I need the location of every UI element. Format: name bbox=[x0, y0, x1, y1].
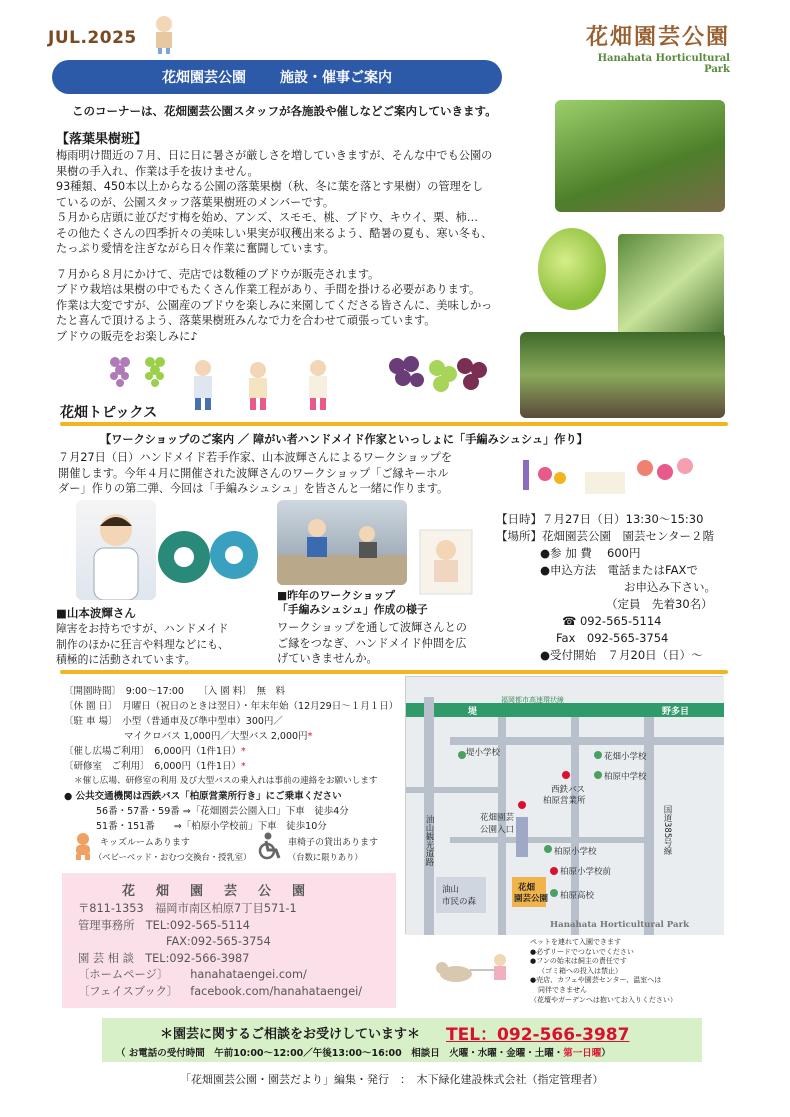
dog-walking-illustration bbox=[430, 950, 522, 988]
worker-illustration-1 bbox=[185, 358, 221, 412]
paragraph-line: ブドウの販売をお楽しみに♪ bbox=[56, 329, 198, 343]
paragraph-line: 障害をお持ちですが、ハンドメイド bbox=[56, 622, 229, 635]
paragraph-line: 積極的に活動されています。 bbox=[56, 653, 196, 666]
workshop-date: 【日時】７月27日（日）13:30〜15:30 bbox=[496, 512, 704, 526]
paragraph-line: ているのが、公園スタッフ落葉果樹班のメンバーです。 bbox=[56, 195, 335, 209]
consult-bar bbox=[102, 1018, 702, 1062]
workshop-start: ●受付開始 ７月20日（日）〜 bbox=[540, 648, 703, 662]
park-logo bbox=[570, 20, 730, 75]
facebook-link[interactable]: facebook.com/hanahataengei/ bbox=[190, 984, 363, 998]
contact-fax: FAX:092-565-3754 bbox=[166, 935, 271, 948]
divider bbox=[60, 670, 728, 674]
contact-office: 管理事務所 TEL:092-565-5114 bbox=[78, 918, 250, 932]
map-forest-2: 市民の森 bbox=[442, 897, 477, 907]
bus-route-1: 56番・57番・59番 ⇒「花畑園芸公園入口」下車 徒歩4分 bbox=[96, 806, 349, 817]
paragraph-line: 果樹の手入れ、作業は手を抜けません。 bbox=[56, 164, 259, 178]
vineyard-photo bbox=[555, 100, 725, 212]
section-banner bbox=[52, 60, 502, 94]
workshop-title: 【ワークショップのご案内 ／ 障がい者ハンドメイド作家といっしょに「手編みシュシュ」作り】 bbox=[100, 433, 588, 446]
facility-info bbox=[64, 684, 404, 834]
map-tsutsumi: 堤 bbox=[468, 707, 478, 717]
worker-illustration-3 bbox=[300, 358, 336, 412]
tel-number: 092-565-5114 bbox=[579, 614, 662, 628]
paragraph-line: ５月から店頭に並びだす梅を始め、アンズ、スモモ、桃、ブドウ、キウイ、栗、柿… bbox=[56, 211, 478, 224]
access-map bbox=[405, 676, 723, 934]
intro-text: このコーナーは、花畑園芸公園スタッフが各施設や催しなどご案内していきます。 bbox=[72, 104, 497, 118]
map-bus-stop: 西鉄バス bbox=[551, 785, 586, 795]
bus-info: ● 公共交通機関は西鉄バス「柏原営業所行き」にご乗車ください bbox=[64, 791, 342, 802]
wheelchair-info bbox=[288, 836, 378, 864]
homepage-label: 〔ホームページ〕 bbox=[78, 968, 169, 981]
parking-info: 〔駐 車 場〕 小型（普通車及び準中型車）300円／ bbox=[64, 716, 283, 727]
map-highway-label: 福岡都市高速環状線 bbox=[501, 696, 564, 704]
consult-text: ＊園芸に関するご相談をお受けしています＊ bbox=[160, 1027, 421, 1042]
grapes-photo bbox=[383, 352, 493, 400]
contact-park-name: 花 畑 園 芸 公 園 bbox=[122, 884, 310, 899]
map-kashiwara-es-front: 柏原小学校前 bbox=[560, 867, 612, 877]
contact-homepage bbox=[78, 967, 362, 984]
issue-date: JUL.2025 bbox=[48, 28, 137, 48]
person-name: ■山本波輝さん bbox=[56, 606, 136, 620]
logo-japanese: 花畑園芸公園 bbox=[585, 25, 730, 50]
wheelchair-icon bbox=[256, 832, 282, 860]
workshop-apply-2: お申込み下さい。 bbox=[624, 580, 716, 594]
pet-rule: ●必ずリードでつないでください bbox=[530, 947, 634, 956]
grape-cluster-photo bbox=[538, 228, 606, 310]
map-park: 花畑 bbox=[518, 883, 536, 893]
knitting-illustration bbox=[418, 528, 474, 596]
paragraph-line: ダー」作りの第二弾、今回は「手編みシュシュ」を皆さんと一緒に作ります。 bbox=[58, 482, 449, 495]
paragraph-line: 「手編みシュシュ」作成の様子 bbox=[277, 603, 428, 616]
paragraph-line: ワークショップを通して波輝さんとの bbox=[277, 621, 467, 634]
bus-route-2: 51番・151番 ⇒「柏原小学校前」下車 徒歩10分 bbox=[96, 821, 327, 832]
photo-caption bbox=[277, 589, 428, 617]
workshop-apply: ●申込方法 電話またはFAXで bbox=[540, 563, 698, 577]
paragraph-line: その他たくさんの四季折々の美味しい果実が収穫出来るよう、酷暑の夏も、寒い冬も、 bbox=[56, 226, 493, 240]
scrunchie-photo bbox=[150, 517, 265, 595]
map-route-left: 油山観光道路 bbox=[424, 815, 434, 866]
kids-room: キッズルームあります bbox=[100, 838, 190, 848]
note-mark: * bbox=[307, 731, 313, 742]
paragraph-line: 93種類、450本以上からなる公園の落葉果樹（秋、冬に葉を落とす果樹）の管理をし bbox=[56, 180, 484, 193]
room-fee bbox=[64, 759, 404, 774]
paragraph-line: ご縁をつなぎ、ハンドメイド仲間を広 bbox=[277, 636, 467, 650]
mascot-icon bbox=[150, 14, 178, 54]
paragraph-line: ７月から８月にかけて、売店では数種のブドウが販売されます。 bbox=[56, 267, 380, 281]
paragraph-line: ブドウ栽培は果樹の中でもたくさん作業工程があり、手間を掛ける必要があります。 bbox=[56, 283, 481, 296]
topics-heading: 花畑トピックス bbox=[60, 405, 158, 421]
map-forest: 油山 bbox=[442, 885, 460, 895]
consult-hours-text: （ お電話の受付時間 午前10:00〜12:00／午後13:00〜16:00 相談日 火曜・水曜・金曜・土曜・ bbox=[116, 1048, 564, 1059]
paragraph-line: 作業は大変ですが、公園産のブドウを楽しみに来園してくださる皆さんに、美味しかっ bbox=[56, 298, 493, 312]
map-kashiwara-js: 柏原中学校 bbox=[604, 772, 647, 782]
wheelchair-detail: （台数に限りあり） bbox=[288, 852, 363, 862]
footer-text: 「花畑園芸公園・園芸だより」編集・発行 ： 木下緑化建設株式会社（指定管理者） bbox=[180, 1073, 604, 1086]
workshop-fee: ●参 加 費 600円 bbox=[540, 546, 641, 560]
room-fee-text: 〔研修室 ご利用〕 6,000円（1件1日） bbox=[64, 761, 242, 772]
paragraph-line: げていきませんか。 bbox=[277, 652, 378, 665]
yamamoto-photo bbox=[76, 500, 156, 600]
contact-box bbox=[62, 873, 396, 1008]
worker-illustration-2 bbox=[240, 360, 276, 412]
closed-days: 〔休 園 日〕 月曜日（祝日のときは翌日）・年末年始（12月29日〜１月１日） bbox=[64, 701, 399, 712]
purple-grape-icon bbox=[105, 352, 135, 392]
photo-description bbox=[277, 620, 467, 667]
map-nojiri: 野多目 bbox=[662, 707, 690, 717]
pet-rules bbox=[530, 938, 677, 1005]
logo-english: Hanahata Horticultural Park bbox=[597, 53, 730, 75]
map-kashiwara-es: 柏原小学校 bbox=[554, 847, 597, 857]
paragraph-line: 制作のほかに狂言や料理などにも、 bbox=[56, 637, 229, 651]
workshop-intro bbox=[58, 450, 498, 497]
pet-rule: （花壇やガーデンへは抱いてお入りください） bbox=[530, 995, 677, 1004]
phone-icon: ☎ bbox=[562, 614, 580, 628]
banner-subtitle: 施設・催事ご案内 bbox=[280, 70, 392, 86]
paragraph-line: たっぷり愛情を注ぎながら日々作業に奮闘しています。 bbox=[56, 242, 335, 255]
grape-pruning-photo bbox=[616, 232, 726, 344]
parking-fees: マイクロバス 1,000円／大型バス 2,000円 bbox=[124, 731, 308, 742]
map-tsutsumi-es: 堤小学校 bbox=[466, 748, 501, 758]
workshop-fax: Fax 092-565-3754 bbox=[556, 631, 669, 645]
workshop-place: 【場所】花畑園芸公園 園芸センター２階 bbox=[496, 529, 715, 543]
map-route-right: 国道385号線 bbox=[662, 805, 672, 856]
paragraph-line: 開催します。今年４月に開催された波輝さんのワークショップ「ご縁キーホル bbox=[58, 466, 449, 480]
pet-rule: ペットを連れて入園できます bbox=[530, 938, 621, 946]
section1-body bbox=[56, 148, 546, 344]
contact-facebook bbox=[78, 984, 362, 1001]
map-english-name: Hanahata Horticultural Park bbox=[550, 920, 690, 930]
paragraph-line: たと喜んで頂けるよう、落葉果樹班みんなで力を合わせて頑張っています。 bbox=[56, 314, 436, 327]
map-hanahata-school: 花畑小学校 bbox=[604, 752, 647, 762]
workshop-details bbox=[496, 511, 736, 664]
section-title: 【落葉果樹班】 bbox=[56, 132, 148, 147]
map-park-entrance-2: 公園入口 bbox=[480, 825, 515, 835]
last-year-workshop-photo bbox=[277, 500, 407, 585]
kids-room-detail: （ベビーベッド・おむつ交換台・授乳室） bbox=[94, 852, 252, 862]
workshop-tel bbox=[496, 613, 736, 630]
contact-address: 〒811-1353 福岡市南区柏原7丁目571-1 bbox=[78, 902, 297, 915]
consult-hours-end: ） bbox=[601, 1048, 611, 1059]
divider bbox=[60, 422, 728, 426]
workshop-capacity: （定員 先着30名） bbox=[606, 597, 713, 611]
first-sunday: 第一日曜 bbox=[563, 1048, 602, 1059]
map-park-2: 園芸公園 bbox=[514, 894, 549, 904]
flowers-illustration bbox=[515, 452, 705, 502]
map-high-school: 柏原高校 bbox=[560, 891, 595, 901]
pet-rule: （ゴミ箱への投入は禁止） bbox=[538, 966, 622, 975]
kids-room-info bbox=[94, 836, 252, 864]
staff-working-photo bbox=[520, 332, 725, 418]
opening-hours: 〔開園時間〕 9:00〜17:00 〔入 園 料〕 無 料 bbox=[64, 686, 286, 697]
pet-rule: ●売店、カフェや園芸センター、温室へは bbox=[530, 976, 662, 985]
contact-consult: 園 芸 相 談 TEL:092-566-3987 bbox=[78, 951, 250, 965]
note-mark: * bbox=[241, 746, 246, 757]
parking-info-2 bbox=[64, 729, 404, 744]
plaza-fee-text: 〔催し広場ご利用〕 6,000円（1件1日） bbox=[64, 746, 242, 757]
homepage-link[interactable]: hanahataengei.com/ bbox=[190, 968, 307, 981]
contact-details bbox=[78, 901, 362, 1000]
consult-tel[interactable]: TEL：092-566-3987 bbox=[446, 1025, 630, 1045]
plaza-fee bbox=[64, 744, 404, 759]
pet-rule: ●フンの始末は飼主の責任です bbox=[530, 957, 627, 966]
wheelchair-rental: 車椅子の貸出あります bbox=[288, 838, 379, 848]
banner-park-name: 花畑園芸公園 bbox=[162, 70, 246, 86]
note-mark: * bbox=[241, 761, 246, 772]
pet-rule: 同伴できません bbox=[538, 985, 587, 994]
green-grape-icon bbox=[140, 352, 170, 392]
map-bus-stop-2: 柏原営業所 bbox=[543, 796, 586, 806]
paragraph-line: 梅雨明け間近の７月、日に日に暑さが厳しさを増していきますが、そんな中でも公園の bbox=[56, 149, 493, 162]
facebook-label: 〔フェイスブック〕 bbox=[78, 984, 179, 998]
consult-hours bbox=[116, 1045, 611, 1059]
paragraph-line: ■昨年のワークショップ bbox=[277, 589, 395, 602]
map-park-entrance: 花畑園芸 bbox=[480, 813, 515, 823]
reservation-note: ＊催し広場、研修室の利用 及び大型バスの乗入れは事前の連絡をお願いします bbox=[74, 776, 378, 786]
paragraph-line: ７月27日（日）ハンドメイド若手作家、山本波輝さんによるワークショップを bbox=[58, 451, 453, 464]
baby-icon bbox=[72, 832, 94, 860]
person-description bbox=[56, 621, 229, 668]
